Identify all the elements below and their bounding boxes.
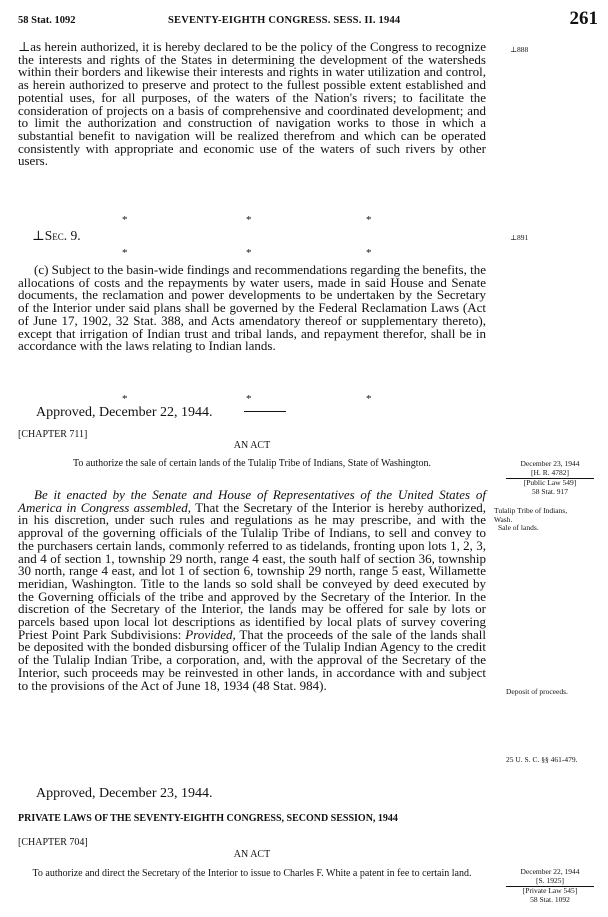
page-number: 261 <box>569 8 598 29</box>
section-policy-paragraph <box>18 41 486 168</box>
star: * <box>122 393 128 405</box>
running-header <box>18 8 598 34</box>
private-laws-heading: PRIVATE LAWS OF THE SEVENTY-EIGHTH CONGRESS, SECOND SESSION, 1944 <box>18 813 398 824</box>
header-stat-citation: 58 Stat. 1092 <box>18 15 76 26</box>
body-part-2: That the proceeds of the sale of the lands shall be deposited with the bonded disbursing officer of the Tulalip Indian Agency to the credit of the Tulalip Indian Tribe, a corporation, and, with the approval of the Secretary of the Interior, such proceeds may be reinvested in other lands, in accordance with and subject to the provisions of the Act of June 18, 1934 (48 Stat. 984). <box>18 626 487 693</box>
chapter-704-an-act: AN ACT <box>233 849 271 860</box>
star: * <box>366 214 372 226</box>
policy-text: ⊥as herein authorized, it is hereby declared to be the policy of the Congress to recognize the interests and rights of the States in determining the development of the watersheds within their borders and likewise their interests and rights in water utilization and control, as herein authorized to preserve and protect to the fullest possible extent established and potential uses, for all purposes, of the waters of the Nation's rivers; to facilitate the consideration of projects on a basis of comprehensive and coordinated development; and to limit the authorization and construction of navigation works to those in which a substantial benefit to navigation will be realized therefrom and which can be operated consistently with appropriate and economic use of the waters of such rivers by other users. <box>18 39 486 169</box>
star: * <box>366 247 372 259</box>
margin-bill: [H. R. 4782] <box>531 467 569 477</box>
margin-note-891: ⊥891 <box>510 233 529 242</box>
margin-law: [Public Law 549] <box>523 478 577 487</box>
ellipsis-stars <box>18 247 486 259</box>
body-part-1: That the Secretary of the Interior is hereby authorized, in his discretion, under such rules and regulations as he may prescribe, and with the approval of the governing officials of the Tulalip Tribe of Indians, to sell and convey to the purchasers certain lands, commonly referred to as tidelands, fronting upon lots 1, 2, 3, and 4 of section 1, township 29 north, range 4 east, the south half of section 36, township 30 north, range 4 east, and lot 1 of section 6, township 29 north, range 5 east, Willamette meridian, Washington. Title to the lands so sold shall be conveyed by deed executed by the Governing officials of the tribe and approved by the Secretary of the Interior. In the discretion of the Secretary of the Interior, the lands may be offered for sale by lots or parcels based upon local lot descriptions as identified by local plats of survey covering Priest Point Park Subdivisions: <box>18 499 486 642</box>
star: * <box>246 214 252 226</box>
star: * <box>366 393 372 405</box>
ellipsis-stars <box>18 393 486 405</box>
subsection-c-text: (c) Subject to the basin-wide findings and recommendations regarding the benefits, the allocations of costs and the repayments by water users, made in said House and Senate documents, the reclamation and power developments to be undertaken by the Secretary of the Interior under said plans shall be governed by the Federal Reclamation Laws (Act of June 17, 1902, 32 Stat. 388, and Acts amendatory thereof or supplementary thereto), except that irrigation of Indian trust and tribal lands, and repayment therefor, shall be in accordance with the laws relating to Indian lands. <box>18 262 486 354</box>
chapter-704-title: To authorize and direct the Secretary of the Interior to issue to Charles F. White a patent in fee to certain land. <box>32 868 472 879</box>
margin-note-tribe: Tulalip Tribe of Indians, Wash. <box>494 506 568 524</box>
divider-rule <box>244 411 286 412</box>
margin-note-usc: 25 U. S. C. §§ 461-479. <box>506 755 578 764</box>
chapter-711-body-text <box>18 489 486 692</box>
margin-bill: [S. 1925] <box>536 875 564 885</box>
star: * <box>122 214 128 226</box>
chapter-711-body <box>18 489 486 692</box>
chapter-711-title: To authorize the sale of certain lands of the Tulalip Tribe of Indians, State of Washington. <box>73 458 431 469</box>
margin-note-deposit: Deposit of proceeds. <box>506 687 568 696</box>
chapter-711-margin-citation <box>498 460 602 496</box>
star: * <box>246 393 252 405</box>
chapter-704-margin-citation <box>498 868 602 904</box>
approved-date-2: Approved, December 23, 1944. <box>36 786 213 801</box>
margin-stat: 58 Stat. 917 <box>531 486 569 496</box>
star: * <box>246 247 252 259</box>
sec9-label: ⊥Sec. 9. <box>32 228 81 243</box>
subsection-c-paragraph <box>18 264 486 353</box>
chapter-711-an-act: AN ACT <box>233 440 271 451</box>
star: * <box>122 247 128 259</box>
margin-stat: 58 Stat. 1092 <box>530 894 570 904</box>
approved-date-1: Approved, December 22, 1944. <box>36 405 213 420</box>
margin-note-sale: Sale of lands. <box>498 523 539 532</box>
margin-date: December 22, 1944 <box>520 867 580 876</box>
ellipsis-stars <box>18 214 486 226</box>
provided-proviso: Provided, <box>185 626 236 642</box>
chapter-704-label: [CHAPTER 704] <box>18 837 88 848</box>
margin-law: [Private Law 545] <box>522 886 578 895</box>
enacting-clause: Be it enacted by the Senate and House of Representatives of the United States of America in Congress assembled, <box>18 487 486 515</box>
header-congress-session: SEVENTY-EIGHTH CONGRESS. SESS. II. 1944 <box>168 15 401 26</box>
margin-date: December 23, 1944 <box>520 459 580 468</box>
section-9-heading <box>18 230 486 243</box>
margin-note-888: ⊥888 <box>510 45 529 54</box>
chapter-711-label: [CHAPTER 711] <box>18 429 88 440</box>
